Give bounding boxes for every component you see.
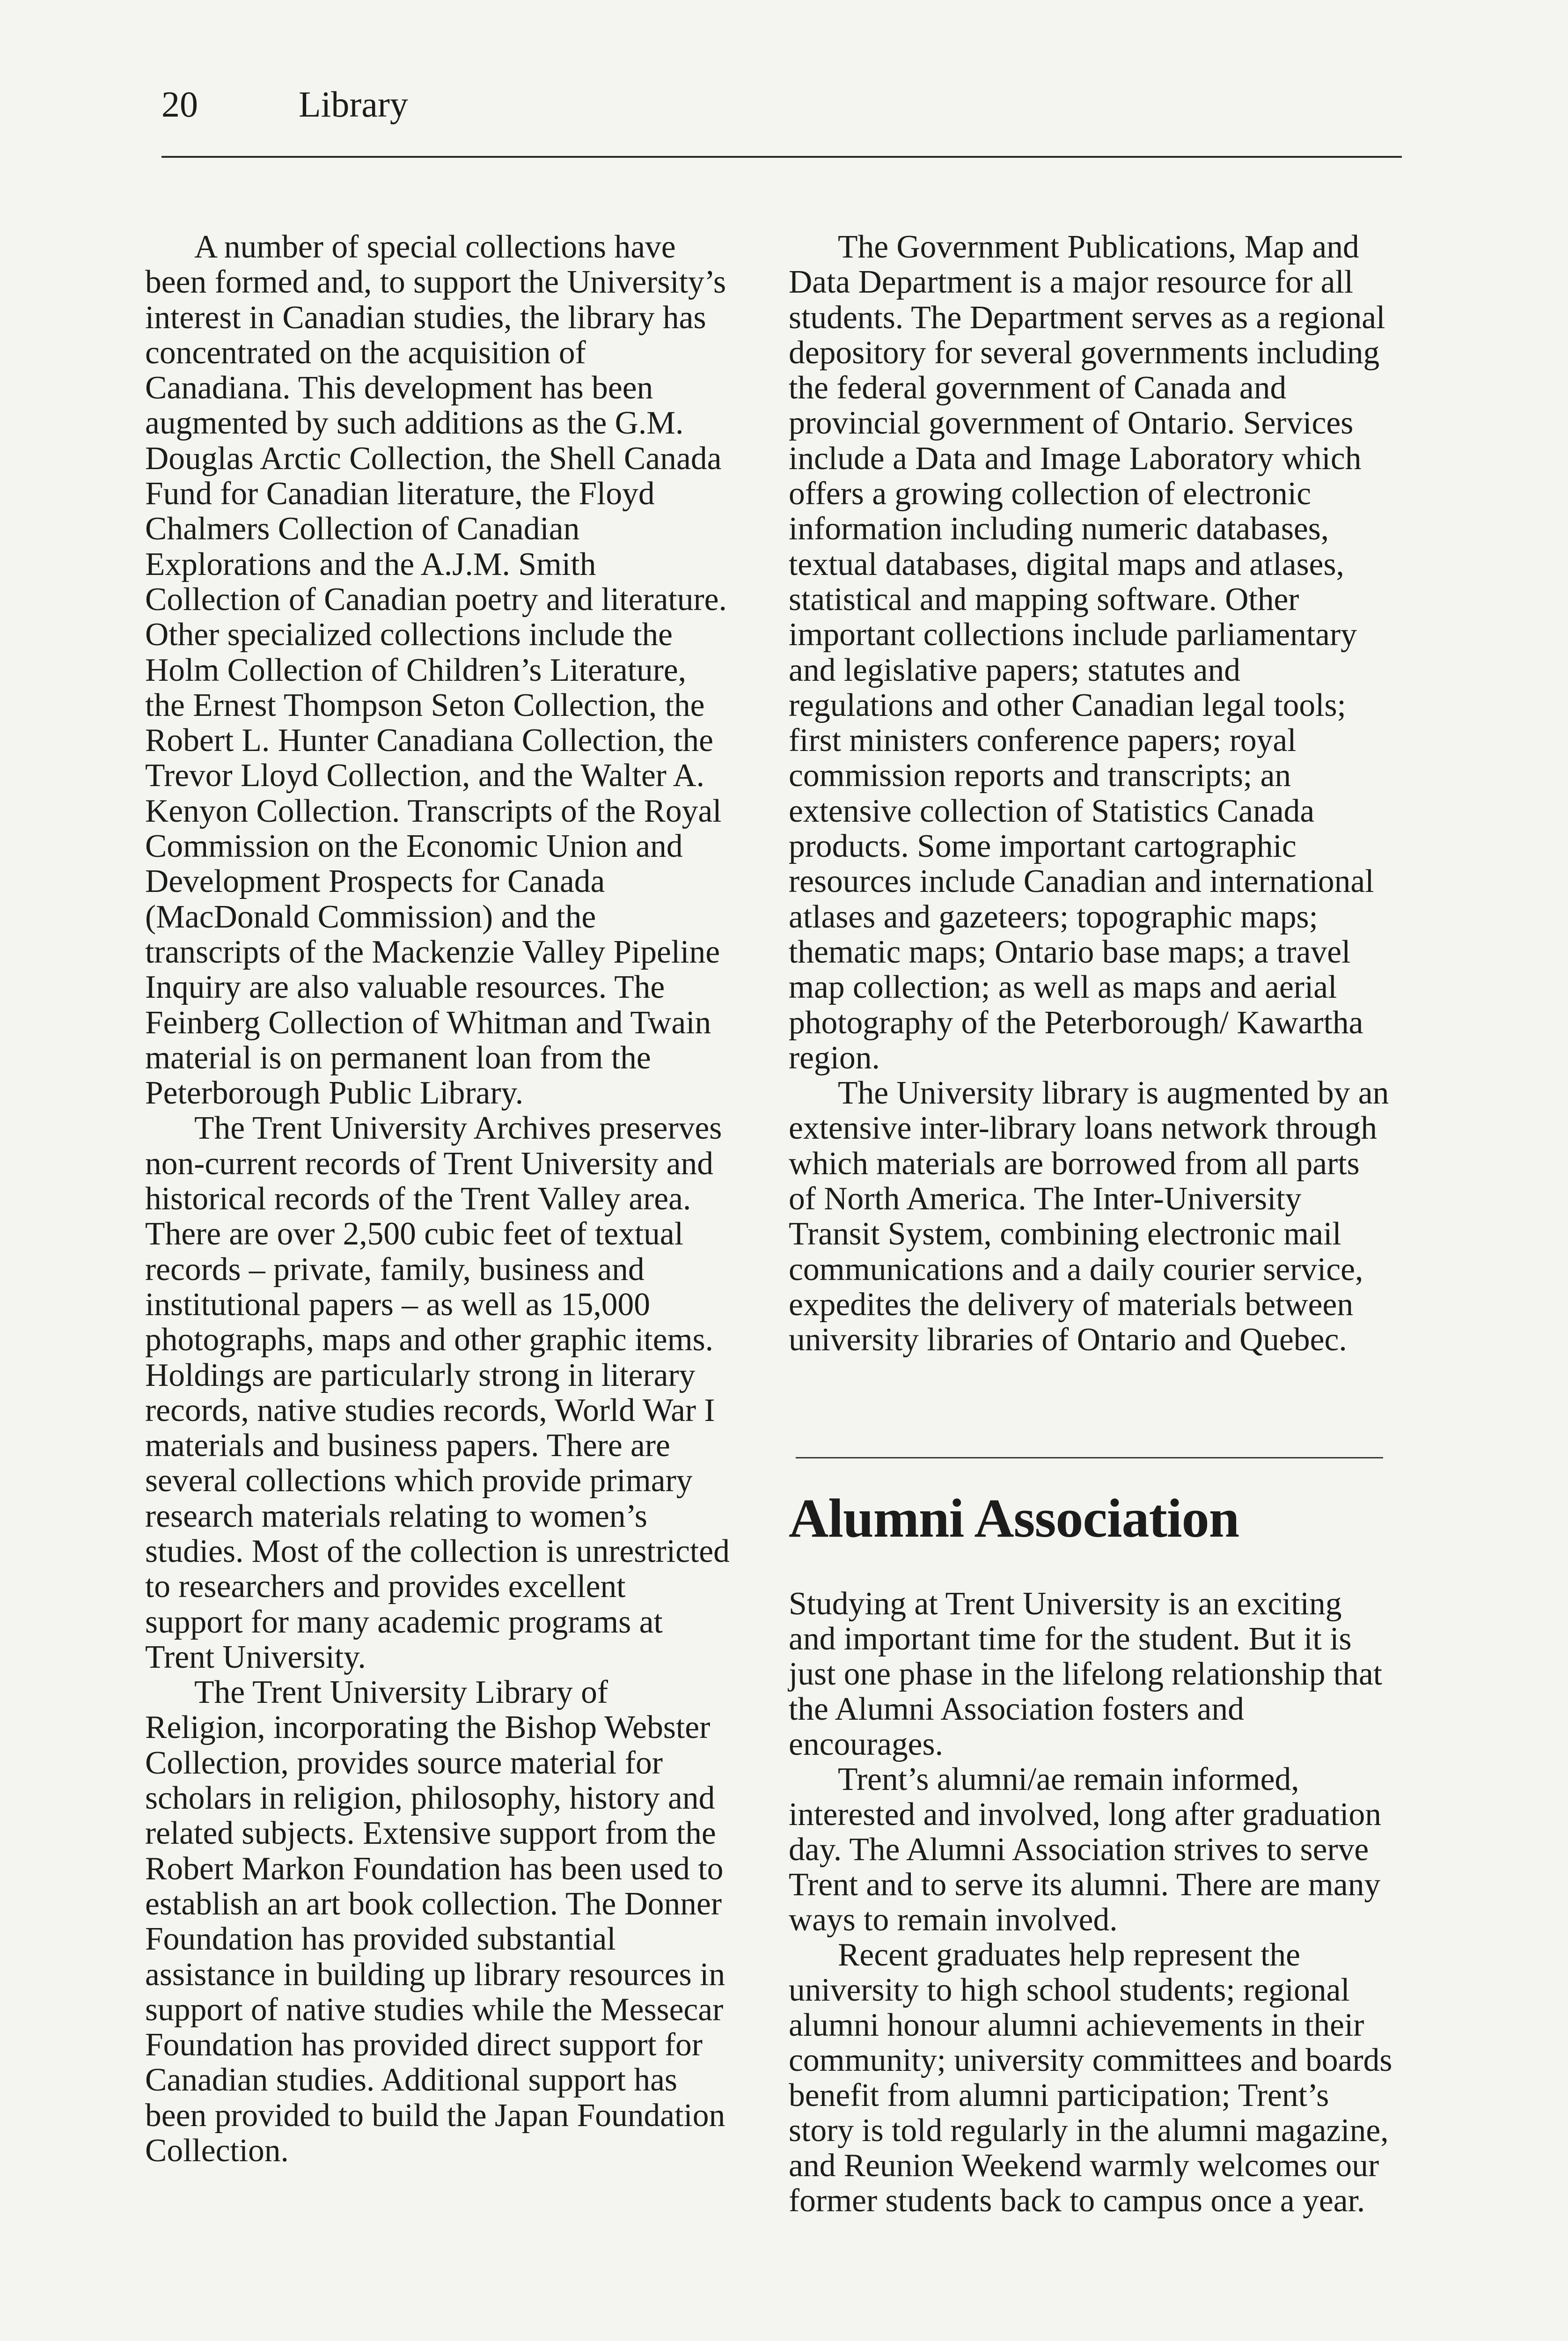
paragraph-alumni-involved: Trent’s alumni/ae remain informed, interested and involved, long after graduation day. The Alumni Association strives to serve Trent and to serve its alumni. There are many ways to remain involved. xyxy=(789,1761,1382,1938)
paragraph-library-of-religion: The Trent University Library of Religion, incorporating the Bishop Webster Collection, provides source material for scholars in religion, philosophy, history and related subjects. Extensive support from the Robert Markon Foundation has been used to establish an art book collection. The Donner Foundation has provided substantial assistance in building up library resources in support of native studies while the Messecar Foundation has provided direct support for Canadian studies. Additional support has been provided to build the Japan Foundation Collection. xyxy=(145,1674,725,2169)
paragraph-recent-graduates: Recent graduates help represent the university to high school students; regional alumni honour alumni achievements in their community; university committees and boards benefit from alumni participation; Trent’s story is told regularly in the alumni magazine, and Reunion Weekend warmly welcomes our former students back to campus once a year. xyxy=(789,1937,1392,2219)
section-title: Library xyxy=(299,84,408,125)
page-number: 20 xyxy=(161,84,198,125)
alumni-heading: Alumni Association xyxy=(789,1487,1239,1549)
paragraph-alumni-intro: Studying at Trent University is an exciting and important time for the student. But it is just one phase in the lifelong relationship that the Alumni Association fosters and encourages. xyxy=(789,1586,1383,1762)
right-column xyxy=(789,229,1392,1358)
running-header xyxy=(161,79,1402,130)
paragraph-university-archives: The Trent University Archives preserves non-current records of Trent University and historical records of the Trent Valley area. There are over 2,500 cubic feet of textual records – private, family, business and institutional papers – as well as 15,000 photographs, maps and other graphic items. Holdings are particularly strong in literary records, native studies records, World War I materials and business papers. There are several collections which provide primary research materials relating to women’s studies. Most of the collection is unrestricted to researchers and provides excellent support for many academic programs at Trent University. xyxy=(145,1110,730,1675)
alumni-body xyxy=(789,1586,1392,2218)
left-column xyxy=(145,229,730,2168)
header-rule xyxy=(161,156,1402,158)
section-divider xyxy=(796,1457,1383,1458)
paragraph-special-collections: A number of special collections have been formed and, to support the University’s interest in Canadian studies, the library has concentrated on the acquisition of Canadiana. This development has been augmented by such additions as the G.M. Douglas Arctic Collection, the Shell Canada Fund for Canadian literature, the Floyd Chalmers Collection of Canadian Explorations and the A.J.M. Smith Collection of Canadian poetry and literature. Other specialized collections include the Holm Collection of Children’s Literature, the Ernest Thompson Seton Collection, the Robert L. Hunter Canadiana Collection, the Trevor Lloyd Collection, and the Walter A. Kenyon Collection. Transcripts of the Royal Commission on the Economic Union and Development Prospects for Canada (MacDonald Commission) and the transcripts of the Mackenzie Valley Pipeline Inquiry are also valuable resources. The Feinberg Collection of Whitman and Twain material is on permanent loan from the Peterborough Public Library. xyxy=(145,229,727,1112)
paragraph-government-publications: The Government Publications, Map and Data Department is a major resource for all students. The Department serves as a regional depository for several governments including the federal government of Canada and provincial government of Ontario. Services include a Data and Image Laboratory which offers a growing collection of electronic information including numeric databases, textual databases, digital maps and atlases, statistical and mapping software. Other important collections include parliamentary and legislative papers; statutes and regulations and other Canadian legal tools; first ministers conference papers; royal commission reports and transcripts; an extensive collection of Statistics Canada products. Some important cartographic resources include Canadian and international atlases and gazeteers; topographic maps; thematic maps; Ontario base maps; a travel map collection; as well as maps and aerial photography of the Peterborough/ Kawartha region. xyxy=(789,229,1385,1076)
paragraph-inter-library-loans: The University library is augmented by an extensive inter-library loans network through which materials are borrowed from all parts of North America. The Inter-University Transit System, combining electronic mail communications and a daily courier service, expedites the delivery of materials between university libraries of Ontario and Quebec. xyxy=(789,1075,1389,1358)
alumni-section xyxy=(789,1477,1392,2218)
